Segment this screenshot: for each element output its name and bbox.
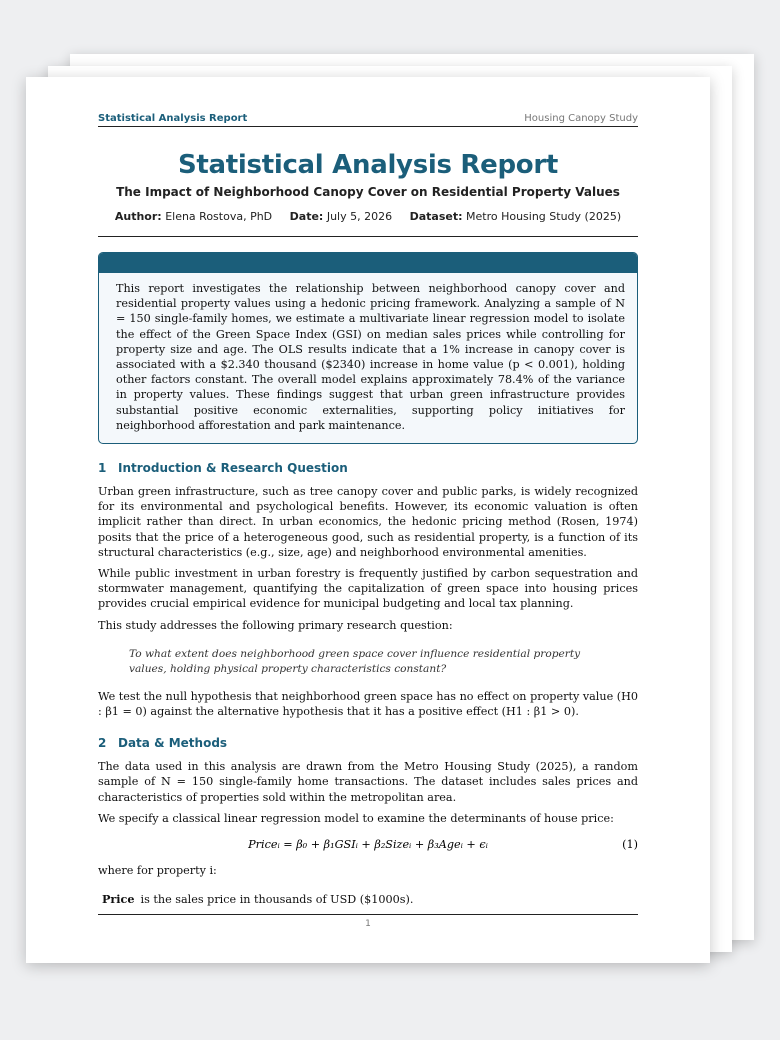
paragraph: where for property i: bbox=[98, 864, 217, 878]
hypothesis-paragraph: We test the null hypothesis that neighborhood green space has no effect on property value (H0 : β1 = 0) against the alternative hypothesis that it has a positive effect (H1 : β1 > 0). bbox=[98, 689, 639, 719]
abstract-text: This report investigates the relationship between neighborhood canopy cover and residential property values using a hedonic pricing framework. Analyzing a sample of N = 150 single-family homes, we estimate a multivariate linear regression model to isolate the effect of the Green Space Index (GSI) on median sales prices while controlling for property size and age. The OLS results indicate that a 1% increase in canopy cover is associated with a $2.340 thousand ($2340) increase in home value (p < 0.001), holding other factors constant. The overall model explains approximately 78.4% of the variance in property values. These findings suggest that urban green infrastructure provides substantial positive economic externalities, supporting policy initiatives for neighborhood afforestation and park maintenance. bbox=[116, 282, 625, 432]
author-label: Author: bbox=[114, 210, 162, 223]
section-number: 2 bbox=[98, 736, 107, 751]
section-heading-2 bbox=[98, 736, 638, 750]
section-number: 1 bbox=[98, 461, 107, 476]
date-value: July 5, 2026 bbox=[326, 210, 393, 223]
meta-date bbox=[290, 210, 392, 223]
page-number: 1 bbox=[365, 919, 371, 930]
abstract-header-bar bbox=[99, 253, 637, 273]
paragraph: The data used in this analysis are drawn from the Metro Housing Study (2025), a random sample of N = 150 single-family home transactions. The dataset includes sales prices and characteristics of properties sold within the metropolitan area. bbox=[98, 760, 638, 804]
header-left: Statistical Analysis Report bbox=[98, 113, 248, 124]
paragraph: This study addresses the following primary research question: bbox=[98, 618, 453, 632]
equation-spacer bbox=[98, 838, 118, 851]
running-header bbox=[98, 107, 638, 127]
header-right: Housing Canopy Study bbox=[524, 113, 638, 124]
dataset-value: Metro Housing Study (2025) bbox=[466, 210, 622, 223]
meta-dataset bbox=[410, 210, 622, 223]
section-title: Data & Methods bbox=[118, 736, 228, 751]
page-content bbox=[98, 107, 638, 929]
document-page bbox=[26, 77, 710, 963]
title-divider bbox=[98, 236, 638, 237]
document-title: Statistical Analysis Report bbox=[177, 150, 558, 180]
footer-rule bbox=[98, 914, 638, 915]
document-meta bbox=[98, 210, 638, 223]
paragraph: We specify a classical linear regression model to examine the determinants of house price: bbox=[98, 811, 614, 825]
paragraph: Urban green infrastructure, such as tree canopy cover and public parks, is widely recognized for its environmental and psychological benefits. However, its economic valuation is often implicit rather than direct. In urban economics, the hedonic pricing method (Rosen, 1974) posits that the price of a heterogeneous good, such as residential property, is a function of its structural characteristics (e.g., size, age) and neighborhood environmental amenities. bbox=[98, 485, 638, 559]
meta-author bbox=[115, 210, 272, 223]
definition-term: Price bbox=[102, 892, 135, 907]
date-label: Date: bbox=[289, 210, 324, 223]
definition-text: is the sales price in thousands of USD ($1000s). bbox=[140, 893, 414, 907]
equation-number: (1) bbox=[622, 838, 638, 852]
research-question: To what extent does neighborhood green space cover influence residential property values, holding physical property characteristics constant? bbox=[129, 647, 581, 675]
paragraph: While public investment in urban forestry is frequently justified by carbon sequestration and stormwater management, quantifying the capitalization of green space into housing prices provides crucial empirical evidence for municipal budgeting and local tax planning. bbox=[98, 567, 638, 611]
author-value: Elena Rostova, PhD bbox=[165, 210, 273, 223]
section-title: Introduction & Research Question bbox=[118, 461, 348, 476]
equation-formula: Priceᵢ = β₀ + β₁GSIᵢ + β₂Sizeᵢ + β₃Ageᵢ + ϵᵢ bbox=[248, 838, 488, 852]
variable-definition bbox=[102, 892, 638, 906]
document-subtitle: The Impact of Neighborhood Canopy Cover on Residential Property Values bbox=[116, 185, 620, 199]
section-heading-1 bbox=[98, 461, 638, 475]
abstract-box bbox=[98, 252, 638, 444]
dataset-label: Dataset: bbox=[409, 210, 463, 223]
regression-equation bbox=[98, 838, 638, 851]
